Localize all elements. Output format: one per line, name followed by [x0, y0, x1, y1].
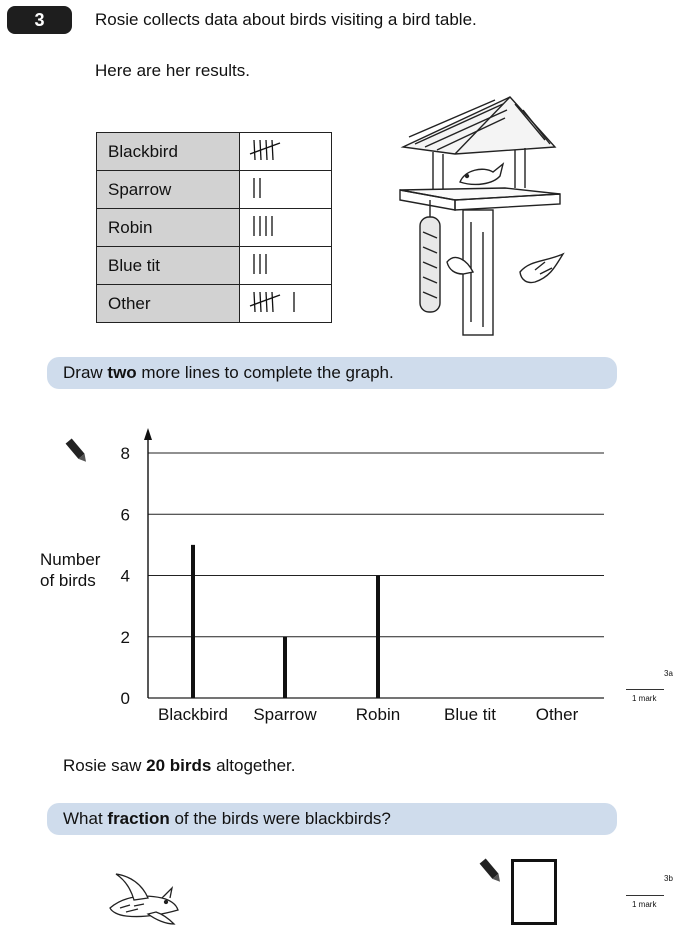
y-tick-label: 2	[120, 627, 130, 647]
bar-robin	[376, 576, 380, 699]
tally-mark-icon	[240, 172, 320, 202]
tally-label: Sparrow	[97, 171, 240, 209]
tally-mark-icon	[240, 134, 320, 164]
x-tick-label: Blue tit	[444, 705, 496, 724]
tally-table	[96, 132, 332, 323]
tally-mark-icon	[240, 210, 320, 240]
instruction-banner-a: Draw two more lines to complete the graph.	[47, 357, 617, 389]
x-tick-label: Sparrow	[253, 705, 317, 724]
tally-marks	[240, 209, 332, 247]
mark-line-3a	[626, 689, 664, 690]
tally-mark-icon	[240, 248, 320, 278]
pencil-icon	[478, 856, 504, 886]
y-axis-label: Number of birds	[40, 550, 101, 590]
y-tick-label: 6	[120, 505, 130, 525]
tally-marks	[240, 247, 332, 285]
y-tick-label: 0	[120, 689, 130, 708]
tally-row	[97, 133, 332, 171]
tally-mark-icon	[240, 286, 320, 316]
y-tick-label: 8	[120, 444, 130, 463]
mark-text-3b: 1 mark	[632, 900, 657, 909]
x-tick-label: Other	[535, 705, 579, 724]
question-number: 3	[7, 6, 72, 34]
question-intro: Rosie collects data about birds visiting a bird table.	[95, 10, 477, 29]
tally-label: Robin	[97, 209, 240, 247]
y-axis-arrow	[144, 428, 152, 440]
bar-chart[interactable]	[0, 420, 685, 740]
tally-row	[97, 285, 332, 323]
instruction-banner-b: What fraction of the birds were blackbirds?	[47, 803, 617, 835]
x-tick-label: Robin	[355, 705, 401, 724]
tally-label: Blue tit	[97, 247, 240, 285]
mark-id-3b: 3b	[664, 874, 673, 883]
flying-bird-illustration	[104, 868, 184, 926]
bar-sparrow	[283, 637, 287, 698]
tally-row	[97, 247, 332, 285]
bird-table-illustration	[385, 92, 585, 342]
tally-label: Other	[97, 285, 240, 323]
bar-blackbird	[191, 545, 195, 698]
x-tick-label: Blackbird	[158, 705, 228, 724]
mark-text-3a: 1 mark	[632, 694, 657, 703]
tally-row	[97, 209, 332, 247]
tally-marks	[240, 171, 332, 209]
tally-marks	[240, 285, 332, 323]
mark-id-3a: 3a	[664, 669, 673, 678]
tally-row	[97, 171, 332, 209]
answer-box[interactable]	[511, 859, 557, 925]
results-text: Here are her results.	[95, 61, 250, 80]
mark-line-3b	[626, 895, 664, 896]
total-birds-statement: Rosie saw 20 birds altogether.	[63, 756, 296, 775]
tally-marks	[240, 133, 332, 171]
tally-label: Blackbird	[97, 133, 240, 171]
y-tick-label: 4	[120, 566, 130, 586]
